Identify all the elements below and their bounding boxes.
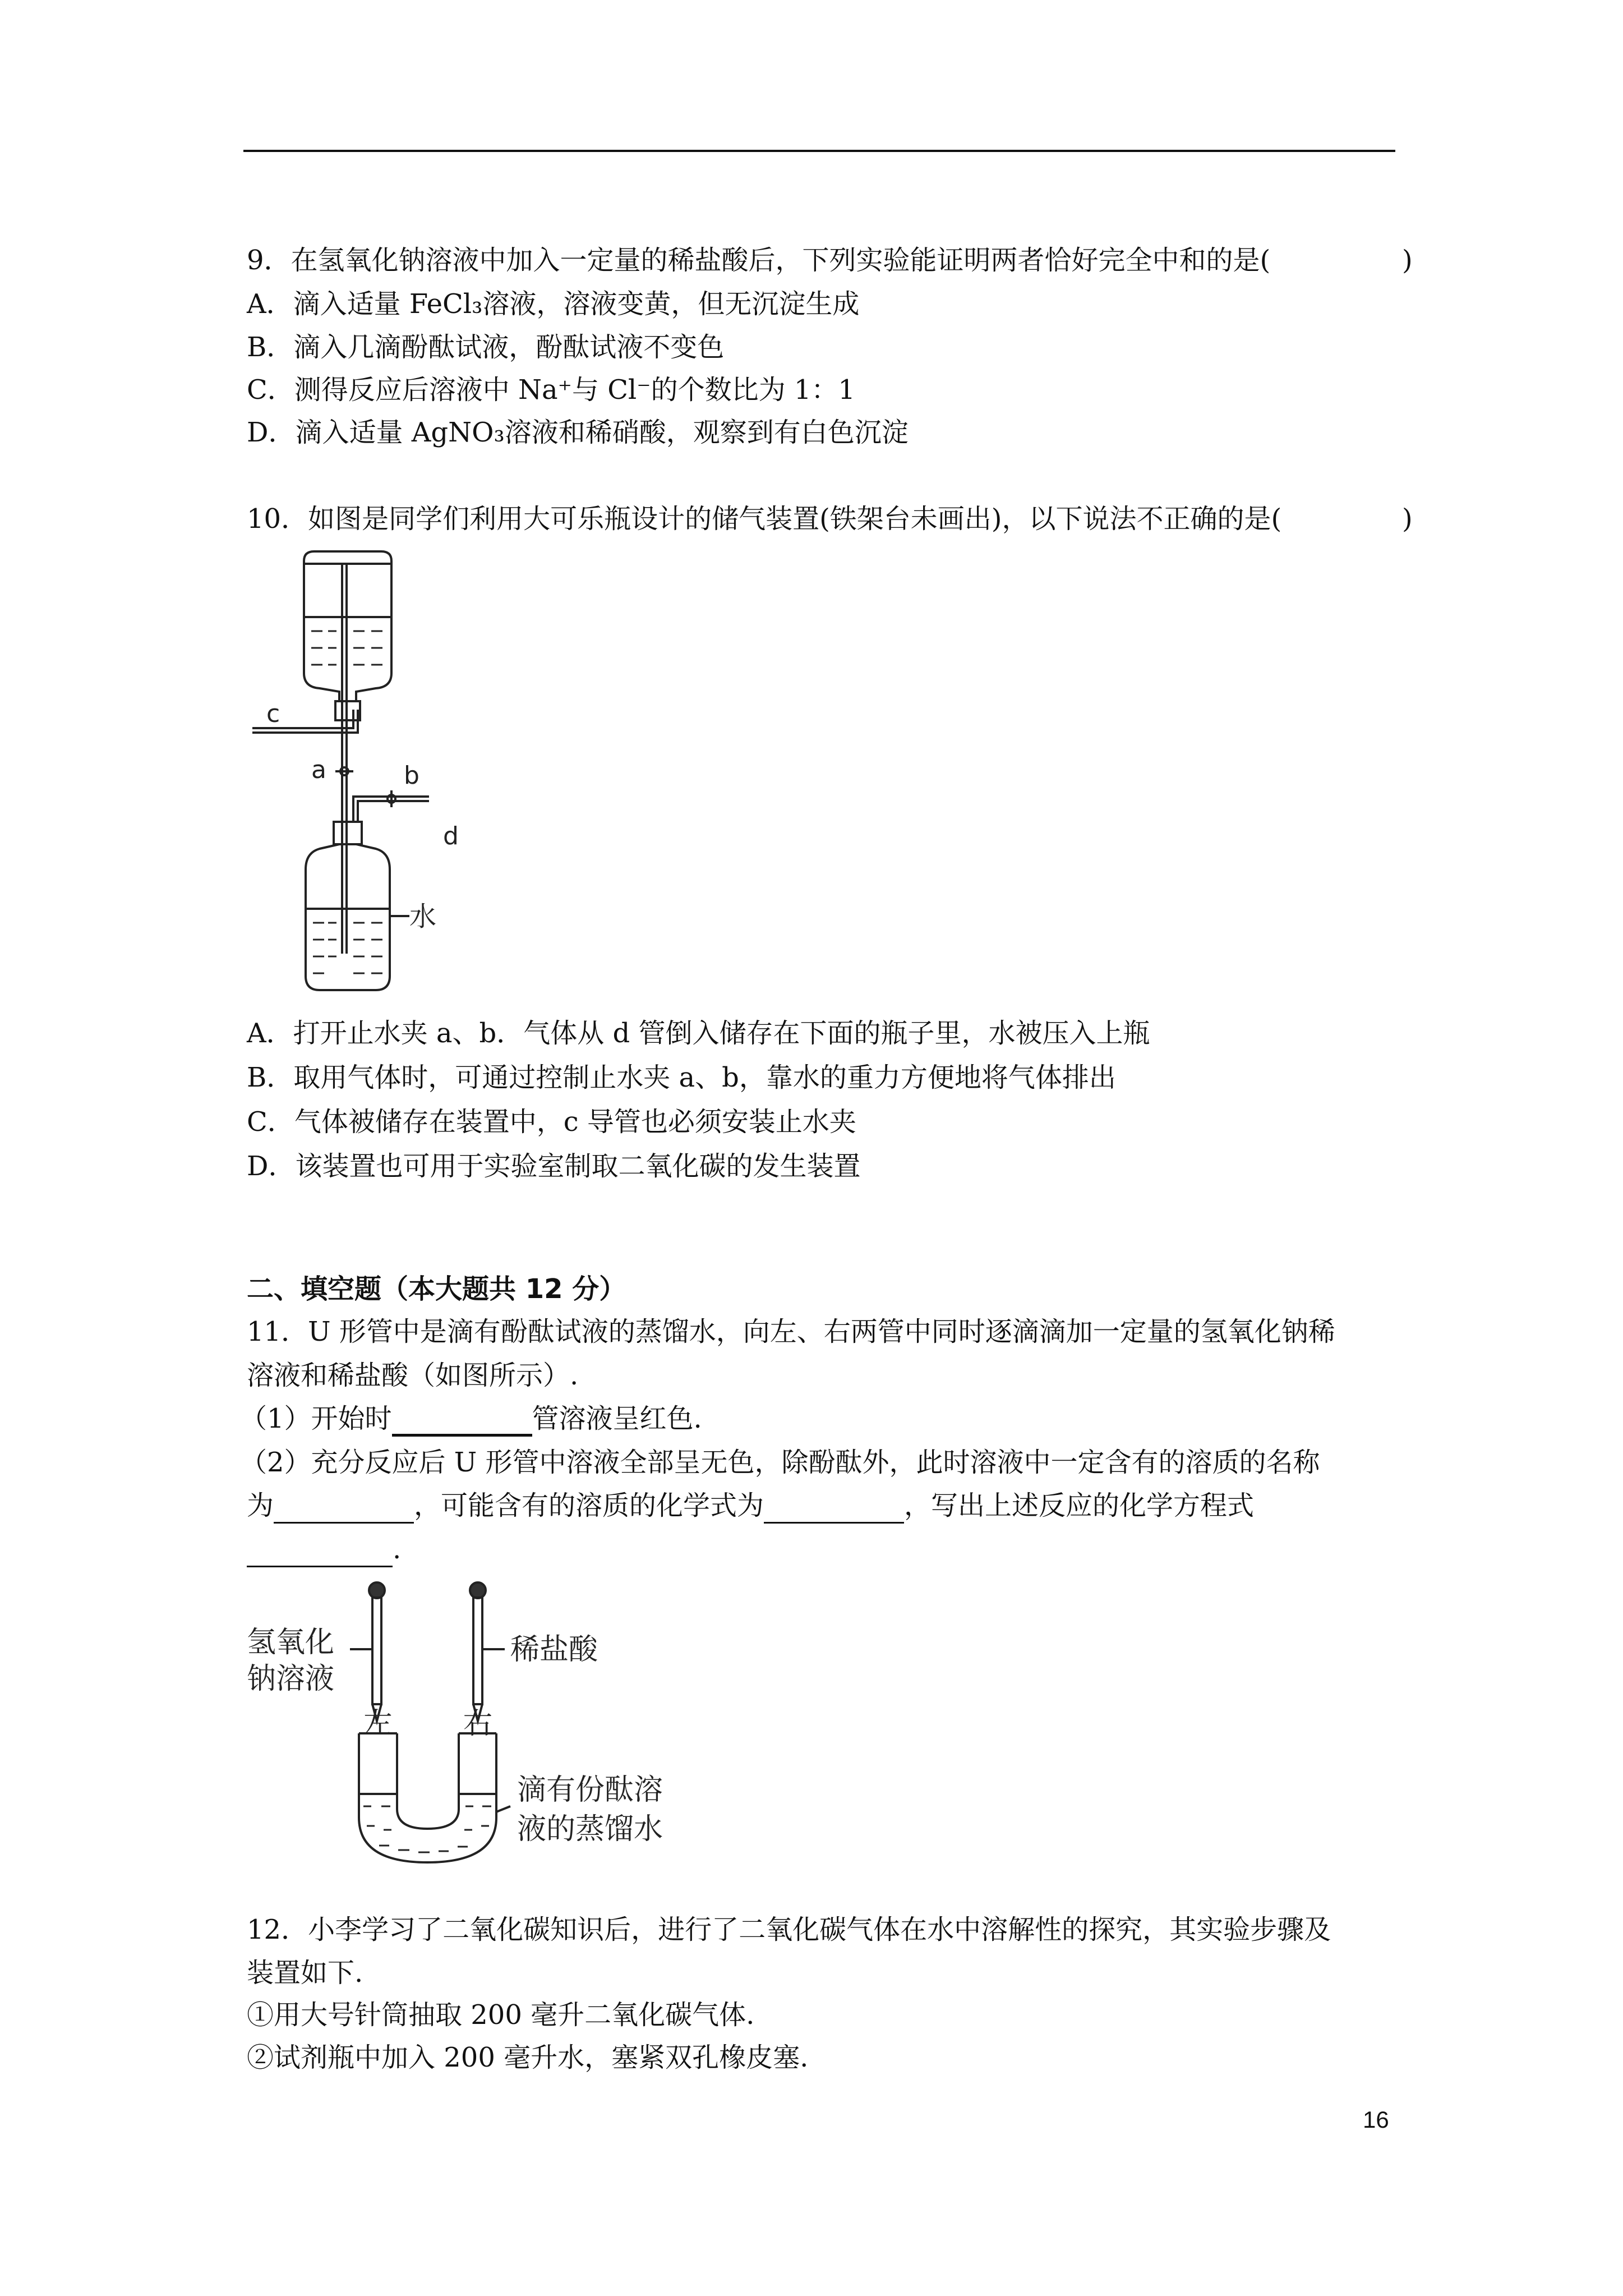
label-right: 右 [463,1707,493,1741]
q11-part2-suffix: ，写出上述反应的化学方程式 [904,1490,1255,1521]
label-hcl: 稀盐酸 [510,1633,598,1667]
label-c: c [266,700,280,728]
q10-answer-paren: ) [1402,503,1413,535]
page-number: 16 [1363,2106,1389,2133]
q9-option-a: A．滴入适量 FeCl₃溶液，溶液变黄，但无沉淀生成 [247,288,860,320]
q10-option-a: A．打开止水夹 a、b．气体从 d 管倒入储存在下面的瓶子里，水被压入上瓶 [247,1018,1150,1049]
q12-stem-line1: 12．小李学习了二氧化碳知识后，进行了二氧化碳气体在水中溶解性的探究，其实验步骤及 [247,1914,1331,1945]
q12-stem-line2: 装置如下. [247,1957,363,1989]
q9-answer-paren: ) [1402,245,1413,276]
q12-step1: ①用大号针筒抽取 200 毫升二氧化碳气体. [247,1999,755,2031]
q10-option-b: B．取用气体时，可通过控制止水夹 a、b，靠水的重力方便地将气体排出 [247,1062,1116,1093]
q11-part2-line3 [247,1531,401,1567]
label-left: 左 [363,1707,393,1741]
q11-blank-4[interactable] [247,1538,393,1567]
q11-part1 [240,1401,702,1437]
label-naoh-line1: 氢氧化 [247,1626,335,1659]
label-b: b [404,761,419,790]
q9-stem: 9．在氢氧化钠溶液中加入一定量的稀盐酸后，下列实验能证明两者恰好完全中和的是( [247,245,1271,276]
right-dropper [473,1598,482,1704]
q12-step2: ②试剂瓶中加入 200 毫升水，塞紧双孔橡皮塞. [247,2042,809,2073]
q11-blank-2[interactable] [274,1494,414,1524]
q11-part2-prefix: 为 [247,1490,274,1521]
u-tube [359,1733,496,1862]
q11-part2-line1: （2）充分反应后 U 形管中溶液全部呈无色，除酚酞外，此时溶液中一定含有的溶质的名称 [240,1447,1320,1478]
gas-storage-apparatus-figure [241,541,477,1001]
q11-blank-3[interactable] [764,1494,904,1524]
label-naoh-line2: 钠溶液 [247,1662,335,1696]
u-tube-figure [247,1571,695,1874]
q10-option-d: D．该装置也可用于实验室制取二氧化碳的发生装置 [247,1151,861,1182]
q10-option-c: C．气体被储存在装置中，c 导管也必须安装止水夹 [247,1106,856,1138]
q11-part1-prefix: （1）开始时 [240,1403,392,1434]
label-water-line2: 液的蒸馏水 [517,1812,663,1846]
section-2-title: 二、填空题（本大题共 12 分） [247,1273,626,1305]
label-water-line1: 滴有份酞溶 [517,1773,663,1807]
q11-part2-mid: ，可能含有的溶质的化学式为 [414,1490,764,1521]
label-water: 水 [409,901,437,932]
q11-part1-suffix: 管溶液呈红色. [532,1403,702,1434]
header-rule [243,150,1395,152]
q11-stem-line1: 11．U 形管中是滴有酚酞试液的蒸馏水，向左、右两管中同时逐滴滴加一定量的氢氧化钠稀 [247,1316,1335,1347]
label-d: d [443,822,459,850]
q9-option-b: B．滴入几滴酚酞试液，酚酞试液不变色 [247,332,725,363]
q11-part2-end: . [393,1534,402,1565]
q11-blank-1[interactable] [392,1406,532,1437]
q11-part2-line2 [247,1488,1254,1524]
left-dropper [372,1598,381,1704]
q11-stem-line2: 溶液和稀盐酸（如图所示）. [247,1360,579,1391]
label-a: a [311,756,326,784]
q10-stem: 10．如图是同学们利用大可乐瓶设计的储气装置(铁架台未画出)，以下说法不正确的是( [247,503,1282,535]
q9-option-d: D．滴入适量 AgNO₃溶液和稀硝酸，观察到有白色沉淀 [247,417,909,448]
q9-option-c: C．测得反应后溶液中 Na⁺与 Cl⁻的个数比为 1：1 [247,374,855,406]
